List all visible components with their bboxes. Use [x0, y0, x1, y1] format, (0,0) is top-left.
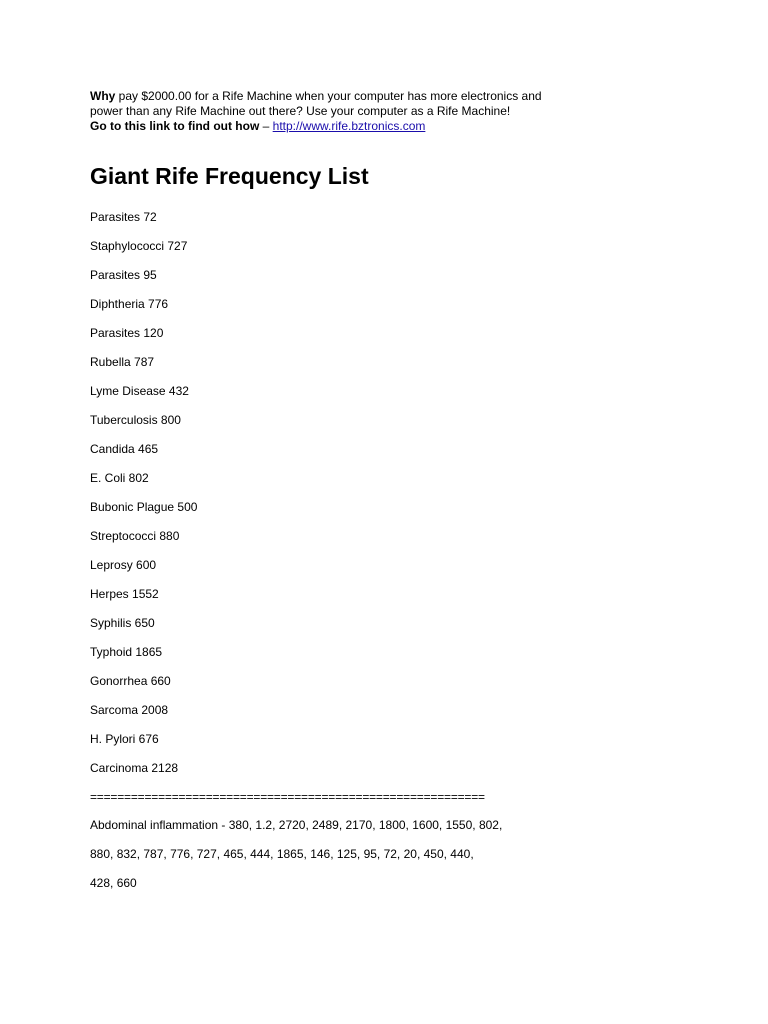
- list-item: Lyme Disease 432: [90, 384, 189, 398]
- abdominal-entry: [90, 818, 502, 905]
- list-item: Rubella 787: [90, 355, 155, 369]
- list-item: Gonorrhea 660: [90, 674, 171, 688]
- intro-why: Why: [90, 89, 116, 103]
- rife-link[interactable]: http://www.rife.bztronics.com: [272, 119, 426, 133]
- abdominal-line: 428, 660: [90, 876, 137, 890]
- list-item: Parasites 120: [90, 326, 164, 340]
- page-title: Giant Rife Frequency List: [90, 163, 369, 189]
- list-item: Sarcoma 2008: [90, 703, 169, 717]
- intro-dash: –: [259, 119, 273, 133]
- intro-paragraph: [90, 89, 730, 134]
- divider-line: ==========================================================: [90, 790, 485, 804]
- list-item: Parasites 72: [90, 210, 157, 224]
- list-item: Leprosy 600: [90, 558, 157, 572]
- list-item: Candida 465: [90, 442, 159, 456]
- list-item: Diphtheria 776: [90, 297, 169, 311]
- list-item: Syphilis 650: [90, 616, 155, 630]
- list-item: Carcinoma 2128: [90, 761, 179, 775]
- intro-line1: pay $2000.00 for a Rife Machine when your computer has more electronics and: [115, 89, 542, 103]
- abdominal-line: Abdominal inflammation - 380, 1.2, 2720, 2489, 2170, 1800, 1600, 1550, 802,: [90, 818, 503, 832]
- list-item: Staphylococci 727: [90, 239, 188, 253]
- list-item: H. Pylori 676: [90, 732, 159, 746]
- intro-line2: power than any Rife Machine out there? Use your computer as a Rife Machine!: [90, 104, 511, 118]
- list-item: Bubonic Plague 500: [90, 500, 198, 514]
- list-item: Parasites 95: [90, 268, 157, 282]
- intro-go-to-link: Go to this link to find out how: [90, 119, 260, 133]
- list-item: Streptococci 880: [90, 529, 180, 543]
- list-item: Typhoid 1865: [90, 645, 163, 659]
- abdominal-line: 880, 832, 787, 776, 727, 465, 444, 1865, 146, 125, 95, 72, 20, 450, 440,: [90, 847, 474, 861]
- list-item: E. Coli 802: [90, 471, 149, 485]
- frequency-list: [90, 210, 197, 790]
- list-item: Tuberculosis 800: [90, 413, 181, 427]
- list-item: Herpes 1552: [90, 587, 159, 601]
- document-page: [90, 89, 730, 890]
